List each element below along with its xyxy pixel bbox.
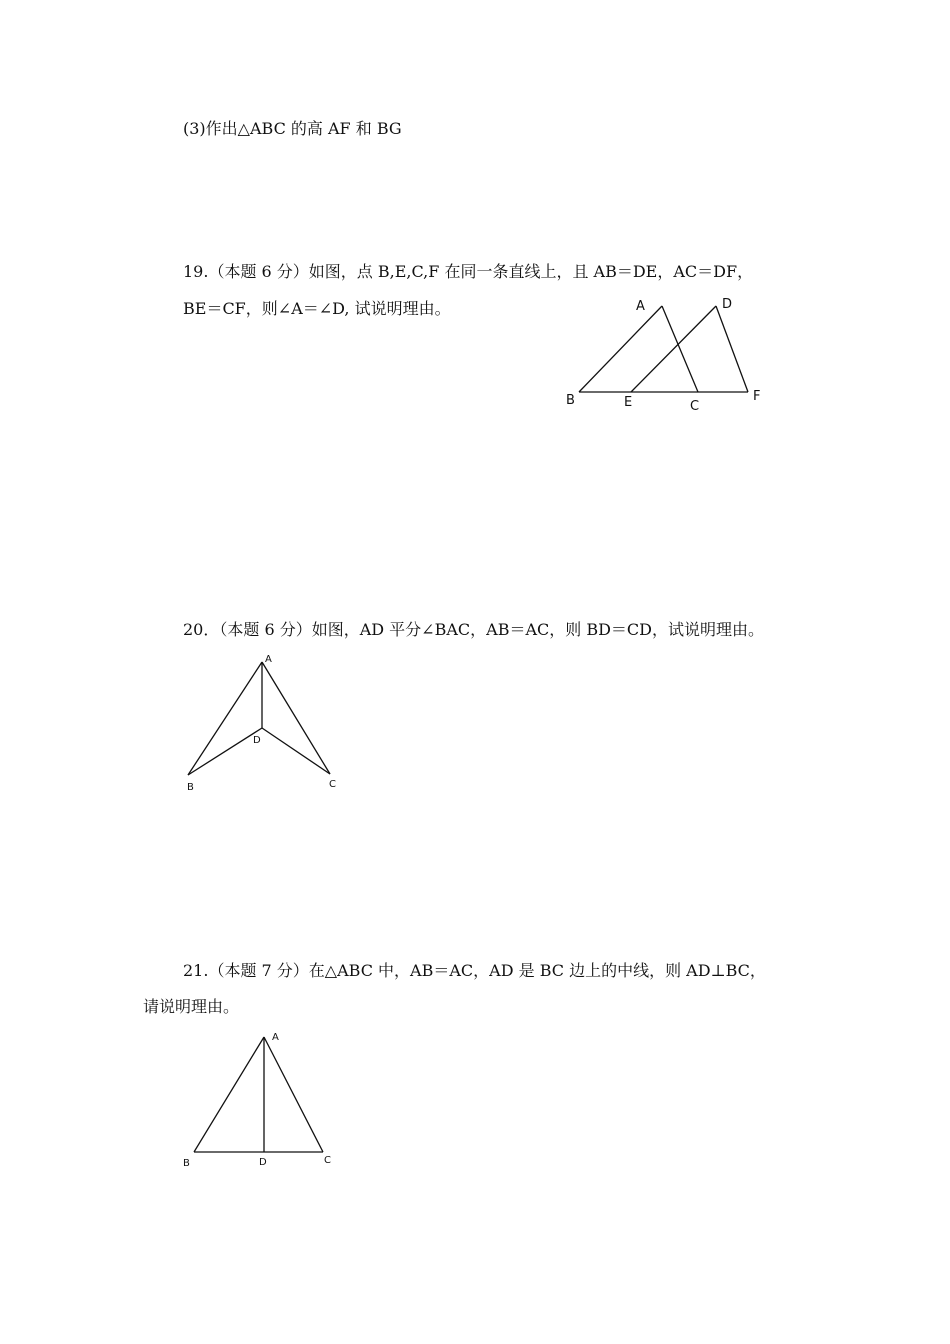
q20-segment-ab — [188, 662, 262, 775]
q19-label-f: F — [753, 389, 761, 404]
q21-figure — [175, 1025, 345, 1175]
q20-label-c: C — [329, 779, 336, 790]
q19-segment-de — [631, 306, 716, 392]
q20-segment-ac — [262, 662, 330, 774]
q19-line1: 19.（本题 6 分）如图，点 B,E,C,F 在同一条直线上，且 AB＝DE，AC＝DF， — [183, 262, 754, 281]
q21-segment-ab — [194, 1037, 264, 1152]
q21-label-d: D — [259, 1157, 267, 1168]
q20-label-a: A — [265, 654, 272, 665]
q19-segment-df — [716, 306, 748, 392]
q20-line1: 20．（本题 6 分）如图，AD 平分∠BAC，AB＝AC，则 BD＝CD，试说明理由。 — [183, 620, 764, 639]
q19-segment-ac — [662, 306, 698, 392]
q19-label-b: B — [566, 393, 575, 408]
q19-label-d: D — [722, 297, 733, 312]
q21-label-c: C — [324, 1155, 331, 1166]
q19-label-c: C — [690, 399, 700, 414]
q20-segment-cd — [262, 728, 330, 774]
q21-line1: 21.（本题 7 分）在△ABC 中，AB＝AC，AD 是 BC 边上的中线，则 AD⊥BC， — [183, 961, 766, 980]
q19-line2: BE＝CF，则∠A＝∠D, 试说明理由。 — [183, 299, 451, 318]
q20-label-b: B — [187, 782, 194, 793]
q21-label-b: B — [183, 1158, 190, 1169]
q20-label-d: D — [253, 735, 261, 746]
q21-segment-ac — [264, 1037, 323, 1152]
q19-label-a: A — [636, 299, 645, 314]
q21-line2: 请说明理由。 — [143, 997, 240, 1016]
q21-label-a: A — [272, 1032, 279, 1043]
q20-figure — [175, 648, 355, 798]
q20-segment-bd — [188, 728, 262, 775]
q19-label-e: E — [624, 395, 633, 410]
q19-segment-ab — [579, 306, 662, 392]
q19-figure — [560, 290, 780, 420]
q18-part3-text: (3)作出△ABC 的高 AF 和 BG — [183, 119, 402, 138]
